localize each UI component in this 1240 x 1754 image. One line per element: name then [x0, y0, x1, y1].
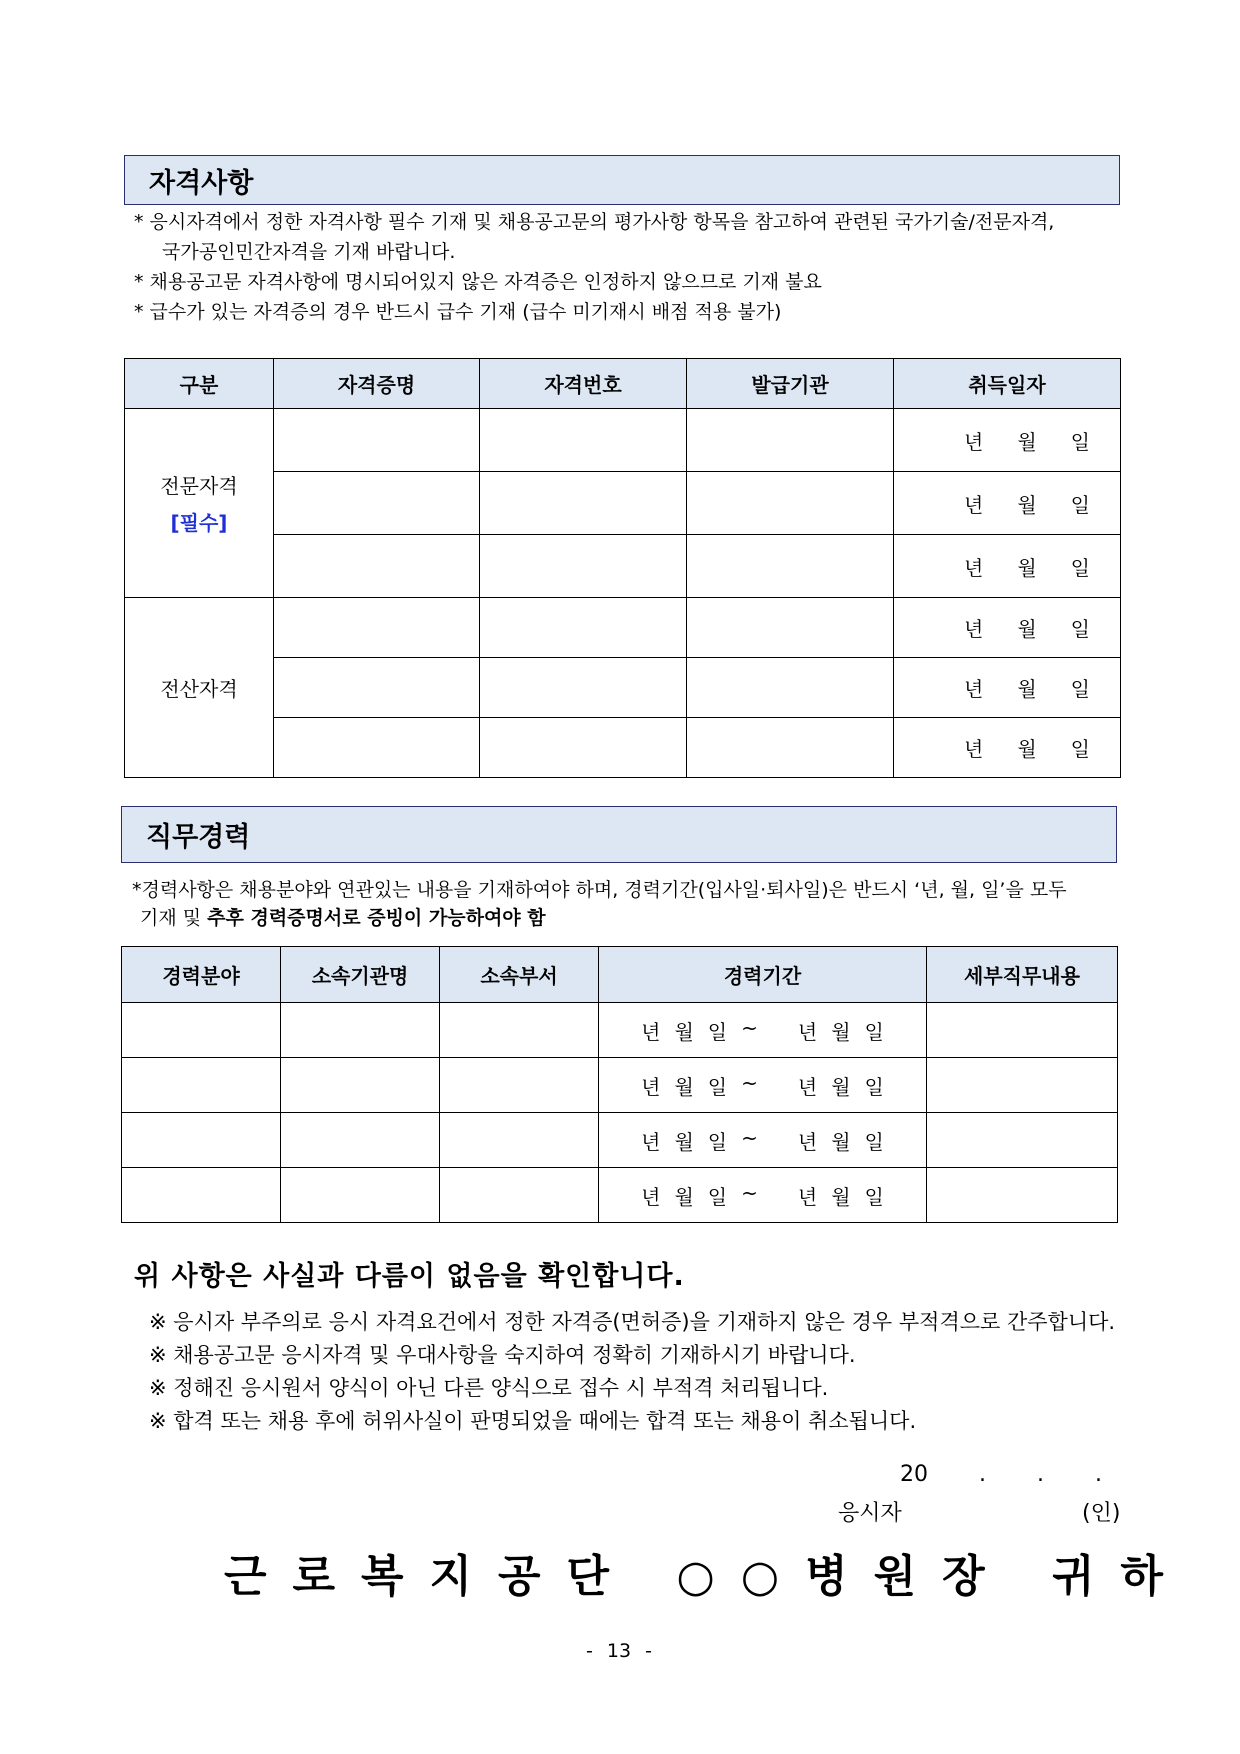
acquired-date-input[interactable]	[894, 409, 1121, 472]
issuer-input[interactable]	[687, 598, 894, 658]
year-unit: 년	[964, 555, 984, 580]
cert-number-input[interactable]	[480, 598, 687, 658]
col-career-field: 경력분야	[122, 947, 281, 1003]
month-unit: 월	[674, 1019, 694, 1044]
group-it	[125, 598, 274, 778]
month-unit: 월	[1017, 492, 1037, 517]
range-separator: ~	[741, 1070, 758, 1095]
year-unit: 년	[964, 737, 984, 761]
cert-number-input[interactable]	[480, 718, 687, 778]
year-unit: 년	[964, 429, 984, 454]
issuer-input[interactable]	[687, 535, 894, 598]
cert-name-input[interactable]	[274, 409, 480, 472]
issuer-input[interactable]	[687, 658, 894, 718]
day-unit: 일	[707, 1129, 728, 1154]
career-field-input[interactable]	[122, 1113, 281, 1168]
day-unit: 일	[864, 1019, 884, 1044]
month-unit: 월	[831, 1074, 851, 1099]
year-unit: 년	[797, 1129, 818, 1154]
acquired-date-input[interactable]	[894, 535, 1121, 598]
month-unit: 월	[1017, 555, 1037, 580]
qualification-note-1-cont: 국가공인민간자격을 기재 바랍니다.	[162, 241, 456, 263]
cert-name-input[interactable]	[274, 718, 480, 778]
career-period-input[interactable]	[599, 1113, 927, 1168]
group-it-label: 전산자격	[160, 677, 238, 701]
day-unit: 일	[864, 1129, 884, 1154]
day-unit: 일	[707, 1184, 728, 1209]
seal-label: (인)	[1082, 1501, 1121, 1526]
year-unit: 년	[797, 1184, 818, 1209]
cert-number-input[interactable]	[480, 409, 687, 472]
qualification-note-2: * 채용공고문 자격사항에 명시되어있지 않은 자격증은 인정하지 않으므로 기재 불요	[134, 271, 822, 293]
col-department: 소속부서	[440, 947, 599, 1003]
month-unit: 월	[831, 1184, 851, 1209]
year-unit: 년	[964, 492, 984, 517]
col-issuer: 발급기관	[687, 359, 894, 409]
year-unit: 년	[797, 1019, 818, 1044]
day-unit: 일	[707, 1019, 728, 1044]
career-period-input[interactable]	[599, 1058, 927, 1113]
month-unit: 월	[674, 1129, 694, 1154]
career-table	[121, 946, 1118, 1223]
col-category: 구분	[125, 359, 274, 409]
month-unit: 월	[1017, 677, 1037, 701]
month-unit: 월	[831, 1129, 851, 1154]
year-unit: 년	[641, 1074, 661, 1099]
department-input[interactable]	[440, 1168, 599, 1223]
department-input[interactable]	[440, 1058, 599, 1113]
career-period-input[interactable]	[599, 1168, 927, 1223]
org-name-input[interactable]	[281, 1058, 440, 1113]
cert-number-input[interactable]	[480, 535, 687, 598]
duty-detail-input[interactable]	[927, 1113, 1118, 1168]
career-note-2-plain: 기재 및	[140, 907, 208, 929]
year-unit: 년	[641, 1129, 661, 1154]
qualification-title: 자격사항	[149, 167, 254, 199]
career-period-input[interactable]	[599, 1003, 927, 1058]
day-unit: 일	[1070, 737, 1090, 761]
qualification-table	[124, 358, 1121, 778]
career-title: 직무경력	[146, 822, 251, 853]
acquired-date-input[interactable]	[894, 598, 1121, 658]
year-unit: 년	[797, 1074, 818, 1099]
career-field-input[interactable]	[122, 1058, 281, 1113]
day-unit: 일	[1070, 617, 1090, 641]
day-unit: 일	[1070, 677, 1090, 701]
acquired-date-input[interactable]	[894, 472, 1121, 535]
year-unit: 년	[964, 617, 984, 641]
group-professional-label: 전문자격	[160, 474, 238, 498]
required-tag: [필수]	[170, 511, 228, 535]
qualification-section-header	[124, 155, 1120, 205]
career-note-1: *경력사항은 채용분야와 연관있는 내용을 기재하여야 하며, 경력기간(입사일·퇴사일)은 반드시 ‘년, 월, 일’을 모두	[132, 879, 1067, 901]
career-field-input[interactable]	[122, 1003, 281, 1058]
org-name-input[interactable]	[281, 1003, 440, 1058]
year-unit: 년	[964, 677, 984, 701]
range-separator: ~	[741, 1180, 758, 1205]
issuer-input[interactable]	[687, 718, 894, 778]
col-cert-name: 자격증명	[274, 359, 480, 409]
career-field-input[interactable]	[122, 1168, 281, 1223]
applicant-label: 응시자	[838, 1501, 902, 1526]
col-cert-number: 자격번호	[480, 359, 687, 409]
cert-name-input[interactable]	[274, 658, 480, 718]
org-name-input[interactable]	[281, 1168, 440, 1223]
month-unit: 월	[674, 1074, 694, 1099]
range-separator: ~	[741, 1125, 758, 1150]
warning-1: ※ 응시자 부주의로 응시 자격요건에서 정한 자격증(면허증)을 기재하지 않은 경우 부적격으로 간주합니다.	[149, 1310, 1116, 1334]
duty-detail-input[interactable]	[927, 1003, 1118, 1058]
cert-number-input[interactable]	[480, 472, 687, 535]
col-acquired-date: 취득일자	[894, 359, 1121, 409]
day-unit: 일	[1070, 492, 1090, 517]
col-org-name: 소속기관명	[281, 947, 440, 1003]
warning-4: ※ 합격 또는 채용 후에 허위사실이 판명되었을 때에는 합격 또는 채용이 취소됩니다.	[149, 1409, 917, 1433]
day-unit: 일	[1070, 555, 1090, 580]
acquired-date-input[interactable]	[894, 658, 1121, 718]
day-unit: 일	[707, 1074, 728, 1099]
col-duty-detail: 세부직무내용	[927, 947, 1118, 1003]
cert-name-input[interactable]	[274, 472, 480, 535]
date-line: 20 . . .	[900, 1462, 1102, 1487]
cert-number-input[interactable]	[480, 658, 687, 718]
col-career-period: 경력기간	[599, 947, 927, 1003]
warning-3: ※ 정해진 응시원서 양식이 아닌 다른 양식으로 접수 시 부적격 처리됩니다.	[149, 1376, 829, 1400]
day-unit: 일	[864, 1184, 884, 1209]
addressee: 근로복지공단 ○○병원장 귀하	[224, 1551, 1189, 1602]
cert-name-input[interactable]	[274, 535, 480, 598]
range-separator: ~	[741, 1015, 758, 1040]
acquired-date-input[interactable]	[894, 718, 1121, 778]
department-input[interactable]	[440, 1003, 599, 1058]
cert-name-input[interactable]	[274, 598, 480, 658]
qualification-note-3: * 급수가 있는 자격증의 경우 반드시 급수 기재 (급수 미기재시 배점 적용 불가)	[134, 301, 782, 323]
issuer-input[interactable]	[687, 472, 894, 535]
career-note-2-bold: 추후 경력증명서로 증빙이 가능하여야 함	[207, 907, 546, 929]
day-unit: 일	[1070, 429, 1090, 454]
month-unit: 월	[674, 1184, 694, 1209]
page-number: - 13 -	[586, 1640, 652, 1662]
duty-detail-input[interactable]	[927, 1168, 1118, 1223]
year-unit: 년	[641, 1184, 661, 1209]
month-unit: 월	[831, 1019, 851, 1044]
group-professional	[125, 409, 274, 598]
qualification-note-1: * 응시자격에서 정한 자격사항 필수 기재 및 채용공고문의 평가사항 항목을 참고하여 관련된 국가기술/전문자격,	[134, 211, 1055, 233]
issuer-input[interactable]	[687, 409, 894, 472]
year-unit: 년	[641, 1019, 661, 1044]
month-unit: 월	[1017, 429, 1037, 454]
warning-2: ※ 채용공고문 응시자격 및 우대사항을 숙지하여 정확히 기재하시기 바랍니다.	[149, 1343, 856, 1367]
org-name-input[interactable]	[281, 1113, 440, 1168]
month-unit: 월	[1017, 617, 1037, 641]
day-unit: 일	[864, 1074, 884, 1099]
duty-detail-input[interactable]	[927, 1058, 1118, 1113]
department-input[interactable]	[440, 1113, 599, 1168]
career-section-header	[121, 806, 1117, 863]
career-note-2	[140, 903, 546, 933]
confirmation-statement: 위 사항은 사실과 다름이 없음을 확인합니다.	[134, 1261, 685, 1292]
month-unit: 월	[1017, 737, 1037, 761]
